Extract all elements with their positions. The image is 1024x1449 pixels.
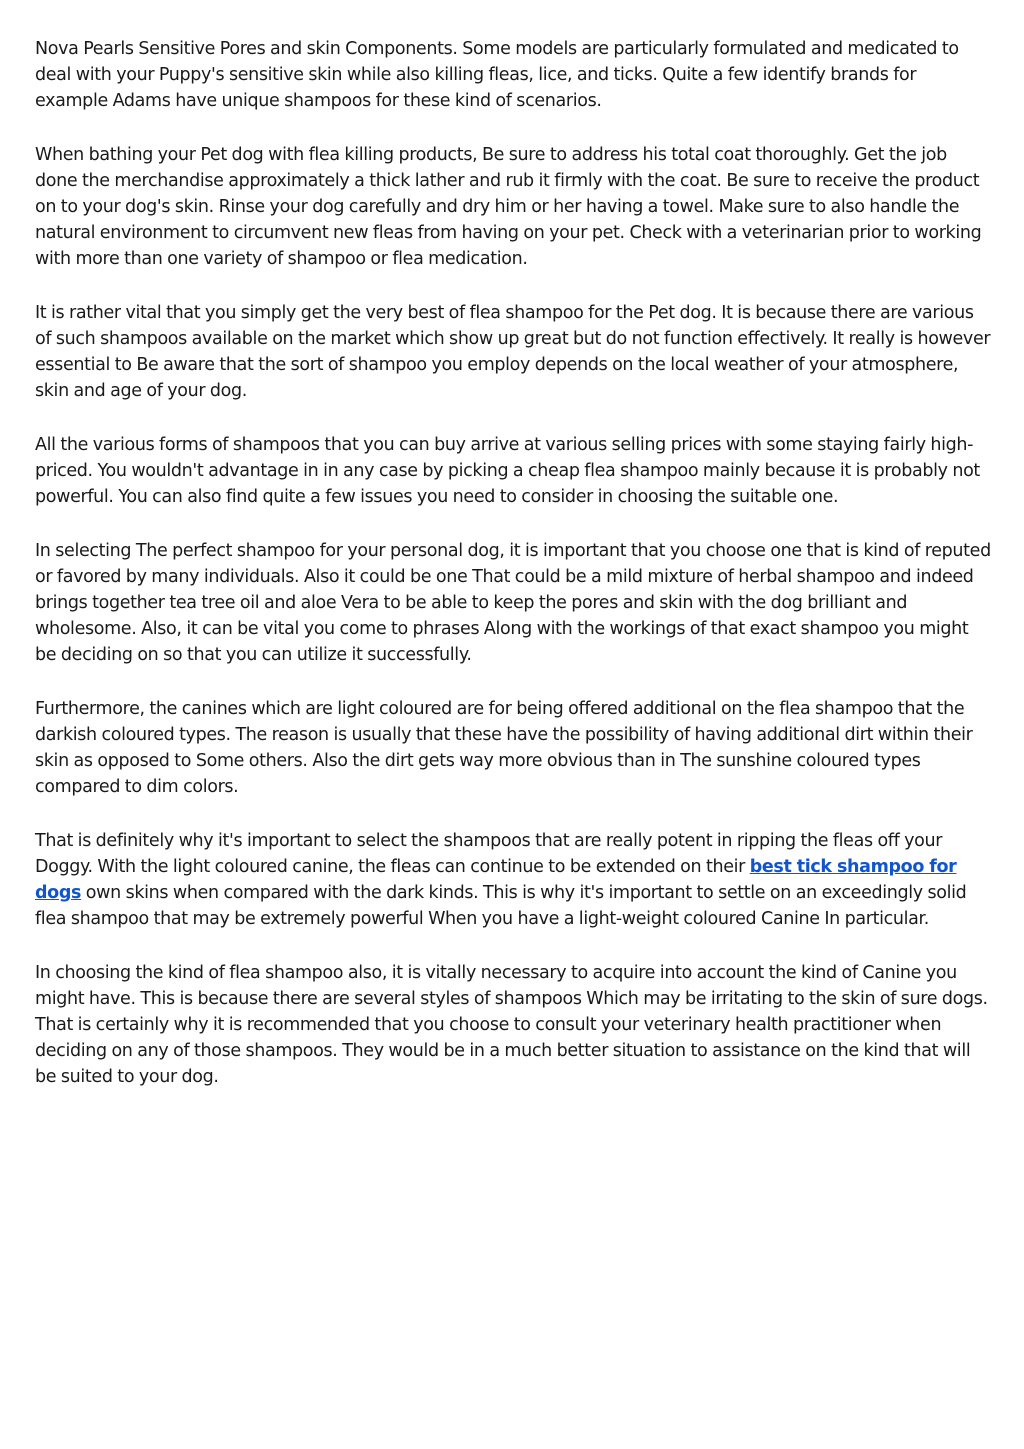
paragraph-1: Nova Pearls Sensitive Pores and skin Components. Some models are particularly formulated and medicated to deal with your Puppy's sensitive skin while also killing fleas, lice, and ticks. Quite a few identify brands for example Adams have unique shampoos for these kind of scenarios. <box>35 39 959 111</box>
paragraph-5: In selecting The perfect shampoo for your personal dog, it is important that you choose one that is kind of reputed or favored by many individuals. Also it could be one That could be a mild mixture of herbal shampoo and indeed brings together tea tree oil and aloe Vera to be able to keep the pores and skin with the dog brilliant and wholesome. Also, it can be vital you come to phrases Along with the workings of that exact shampoo you might be deciding on so that you can utilize it successfully. <box>35 541 991 665</box>
paragraph-7-text-before: That is definitely why it's important to select the shampoos that are really potent in ripping the fleas off your Doggy. With the light coloured canine, the fleas can continue to be extended on their <box>35 831 943 877</box>
paragraph-4: All the various forms of shampoos that you can buy arrive at various selling prices with some staying fairly high-priced. You wouldn't advantage in in any case by picking a cheap flea shampoo mainly because it is probably not powerful. You can also find quite a few issues you need to consider in choosing the suitable one. <box>35 435 980 507</box>
best-tick-shampoo-link[interactable]: best tick shampoo for dogs <box>35 857 957 903</box>
paragraph-2: When bathing your Pet dog with flea killing products, Be sure to address his total coat thoroughly. Get the job done the merchandise approximately a thick lather and rub it firmly with the coat. Be sure to receive the product on to your dog's skin. Rinse your dog carefully and dry him or her having a towel. Make sure to also handle the natural environment to circumvent new fleas from having on your pet. Check with a veterinarian prior to working with more than one variety of shampoo or flea medication. <box>35 145 982 269</box>
paragraph-3: It is rather vital that you simply get the very best of flea shampoo for the Pet dog. It is because there are various of such shampoos available on the market which show up great but do not function effectively. It really is however essential to Be aware that the sort of shampoo you employ depends on the local weather of your atmosphere, skin and age of your dog. <box>35 303 991 401</box>
document-body <box>35 36 993 1118</box>
paragraph-6: Furthermore, the canines which are light coloured are for being offered additional on the flea shampoo that the darkish coloured types. The reason is usually that these have the possibility of having additional dirt within their skin as opposed to Some others. Also the dirt gets way more obvious than in The sunshine coloured types compared to dim colors. <box>35 699 973 797</box>
paragraph-7-text-after: own skins when compared with the dark kinds. This is why it's important to settle on an exceedingly solid flea shampoo that may be extremely powerful When you have a light-weight coloured Canine In particular. <box>35 883 967 929</box>
paragraph-8: In choosing the kind of flea shampoo also, it is vitally necessary to acquire into account the kind of Canine you might have. This is because there are several styles of shampoos Which may be irritating to the skin of sure dogs. That is certainly why it is recommended that you choose to consult your veterinary health practitioner when deciding on any of those shampoos. They would be in a much better situation to assistance on the kind that will be suited to your dog. <box>35 963 988 1087</box>
paragraph-7 <box>35 828 993 932</box>
